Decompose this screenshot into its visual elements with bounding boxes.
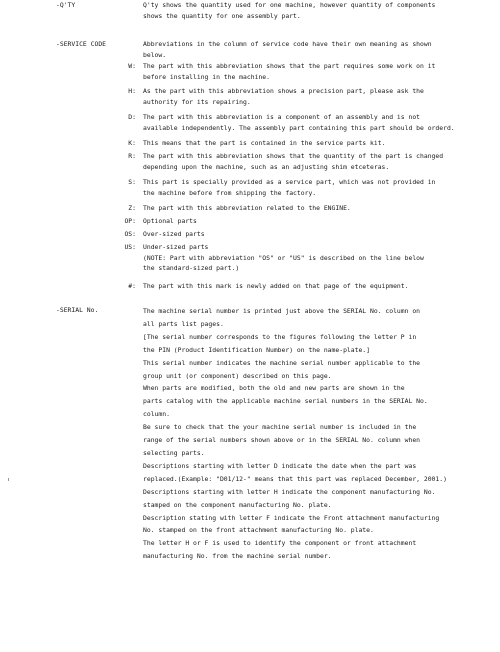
code-z-description	[143, 203, 465, 214]
code-s-description	[143, 177, 465, 198]
serial-line: manufacturing No. from the machine serial number.	[143, 552, 332, 561]
code-h-description	[143, 86, 465, 107]
code-line: The part with this mark is newly added on that page of the equipment.	[143, 282, 409, 290]
code-line: The part with this abbreviation related to the ENGINE.	[143, 204, 351, 212]
serial-line: replaced.(Example: "D01/12-" means that this part was replaced December, 2001.)	[143, 474, 447, 483]
code-us-description	[143, 242, 465, 274]
service-code-term: -SERVICE CODE	[56, 40, 107, 48]
serial-line: No. stamped on the front attachment manufacturing No. plate.	[143, 526, 374, 535]
code-line: The part with this abbreviation shows that the quantity of the part is changed	[143, 152, 444, 160]
code-line: authority for its repairing.	[143, 97, 251, 106]
service-code-intro	[143, 39, 465, 60]
code-k-label: K:	[128, 139, 136, 147]
serial-line: This serial number indicates the machine serial number applicable to the	[143, 358, 421, 367]
code-line: (NOTE: Part with abbreviation "OS" or "US" is described on the line below	[143, 253, 424, 262]
code-r-label: R:	[128, 152, 136, 160]
serial-line: all parts list pages.	[143, 319, 224, 328]
service-code-intro-line: below.	[143, 50, 167, 59]
code-os-label: OS:	[124, 230, 136, 238]
code-line: This means that the part is contained in the service parts kit.	[143, 139, 386, 147]
serial-no-term: -SERIAL No.	[56, 306, 99, 314]
serial-line: parts catalog with the applicable machine serial numbers in the SERIAL No.	[143, 397, 428, 406]
serial-line: Descriptions starting with letter D indicate the date when the part was	[143, 461, 417, 470]
code-s-label: S:	[128, 178, 136, 186]
code-os-description	[143, 229, 465, 240]
code-d-label: D:	[128, 113, 136, 121]
code-line: This part is specially provided as a service part, which was not provided in	[143, 178, 436, 186]
serial-line: Descriptions starting with letter H indicate the component manufacturing No.	[143, 487, 436, 496]
code-new-mark-description	[143, 281, 465, 292]
code-line: Under-sized parts	[143, 243, 209, 251]
serial-line: group unit (or component) described on this page.	[143, 371, 332, 380]
serial-line: range of the serial numbers shown above or in the SERIAL No. column when	[143, 436, 421, 445]
serial-line: Be sure to check that the your machine serial number is included in the	[143, 423, 417, 432]
code-h-label: H:	[128, 87, 136, 95]
code-k-description	[143, 138, 465, 149]
qty-line: Q'ty shows the quantity used for one machine, however quantity of components	[143, 1, 436, 9]
code-line: Over-sized parts	[143, 230, 205, 238]
code-d-description	[143, 112, 465, 133]
code-w-description	[143, 61, 465, 82]
serial-line: When parts are modified, both the old and new parts are shown in the	[143, 384, 405, 393]
code-line: As the part with this abbreviation shows a precision part, please ask the	[143, 87, 424, 95]
serial-no-description	[143, 305, 465, 563]
serial-line: stamped on the component manufacturing No. plate.	[143, 500, 332, 509]
serial-line: column.	[143, 410, 170, 419]
serial-line: selecting parts.	[143, 448, 205, 457]
code-line: The part with this abbreviation shows that the part requires some work on it	[143, 62, 436, 70]
serial-line: [The serial number corresponds to the figures following the letter P in	[143, 332, 417, 341]
code-line: Optional parts	[143, 217, 197, 225]
qty-line: shows the quantity for one assembly part.	[143, 11, 301, 20]
code-w-label: W:	[128, 62, 136, 70]
scan-speck	[8, 478, 9, 481]
qty-term: -Q'TY	[56, 1, 76, 9]
code-line: depending upon the machine, such as an adjusting shim etceteras.	[143, 162, 390, 171]
code-op-label: OP:	[124, 217, 136, 225]
code-line: the standard-sized part.)	[143, 264, 240, 273]
code-us-label: US:	[124, 243, 136, 251]
code-line: the machine before from shipping the factory.	[143, 188, 317, 197]
code-line: before installing in the machine.	[143, 72, 270, 81]
code-new-mark-label: #:	[128, 282, 136, 290]
code-line: available independently. The assembly part containing this part should be orderd.	[143, 123, 455, 132]
serial-line: the PIN (Product Identification Number) on the name-plate.]	[143, 345, 371, 354]
qty-description	[143, 0, 465, 21]
serial-line: The letter H or F is used to identify the component or front attachment	[143, 539, 417, 548]
code-line: The part with this abbreviation is a component of an assembly and is not	[143, 113, 421, 121]
code-op-description	[143, 216, 465, 227]
serial-line: Description stating with letter F indicate the Front attachment manufacturing	[143, 513, 440, 522]
code-z-label: Z:	[128, 204, 136, 212]
service-code-intro-line: Abbreviations in the column of service code have their own meaning as shown	[143, 40, 432, 48]
code-r-description	[143, 151, 465, 172]
serial-line: The machine serial number is printed just above the SERIAL No. column on	[143, 307, 421, 315]
